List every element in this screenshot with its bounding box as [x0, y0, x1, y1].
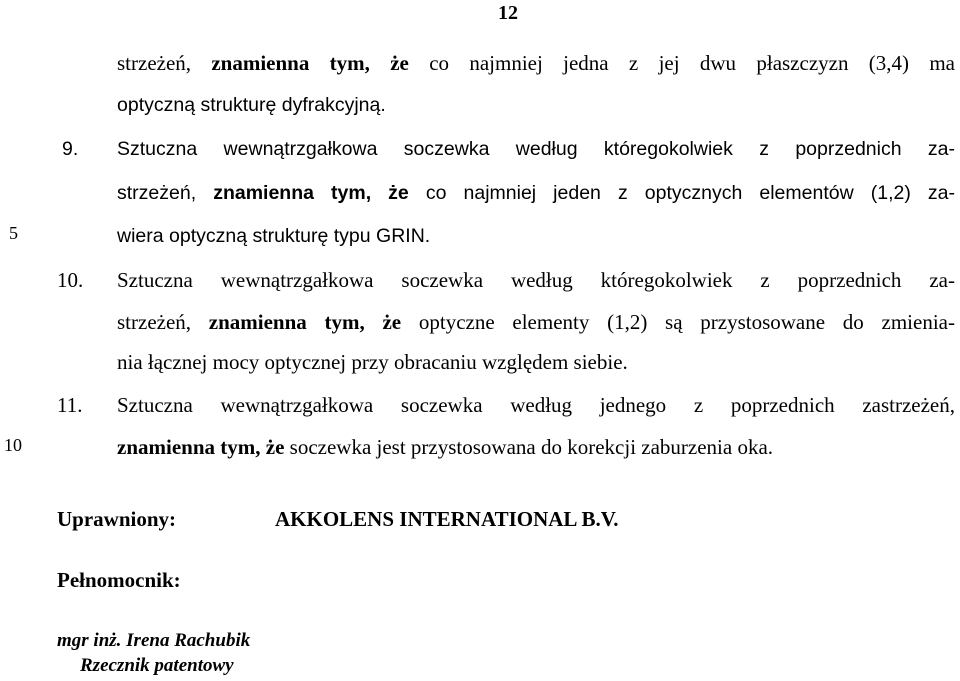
claim10-line1: Sztuczna wewnątrzgałkowa soczewka według któregokolwiek z poprzednich za- [117, 268, 955, 292]
claim9-line3: wiera optyczną strukturę typu GRIN. [117, 225, 431, 247]
claim8-line1: strzeżeń, znamienna tym, że co najmniej jedna z jej dwu płaszczyzn (3,4) ma [117, 51, 955, 75]
attorney-name: mgr inż. Irena Rachubik [57, 630, 251, 651]
entitled-value: AKKOLENS INTERNATIONAL B.V. [275, 507, 619, 531]
claim9-line2: strzeżeń, znamienna tym, że co najmniej jeden z optycznych elementów (1,2) za- [117, 182, 955, 204]
claim9-line1: Sztuczna wewnątrzgałkowa soczewka według któregokolwiek z poprzednich za- [117, 138, 955, 160]
claim10-number: 10. [57, 268, 84, 292]
claim11-number: 11. [57, 393, 83, 417]
page-number: 12 [498, 2, 518, 24]
attorney-label: Pełnomocnik: [57, 568, 181, 592]
line-number-10: 10 [4, 435, 22, 455]
line-number-5: 5 [9, 223, 18, 243]
claim11-line1: Sztuczna wewnątrzgałkowa soczewka według jednego z poprzednich zastrzeżeń, [117, 393, 955, 417]
claim11-line2: znamienna tym, że soczewka jest przystosowana do korekcji zaburzenia oka. [117, 435, 774, 459]
attorney-title: Rzecznik patentowy [80, 655, 234, 676]
claim10-line2: strzeżeń, znamienna tym, że optyczne elementy (1,2) są przystosowane do zmienia- [117, 310, 955, 334]
claim8-line2: optyczną strukturę dyfrakcyjną. [117, 94, 386, 116]
claim10-line3: nia łącznej mocy optycznej przy obracaniu względem siebie. [117, 350, 628, 374]
claim9-number: 9. [62, 138, 79, 160]
entitled-label: Uprawniony: [57, 507, 177, 531]
